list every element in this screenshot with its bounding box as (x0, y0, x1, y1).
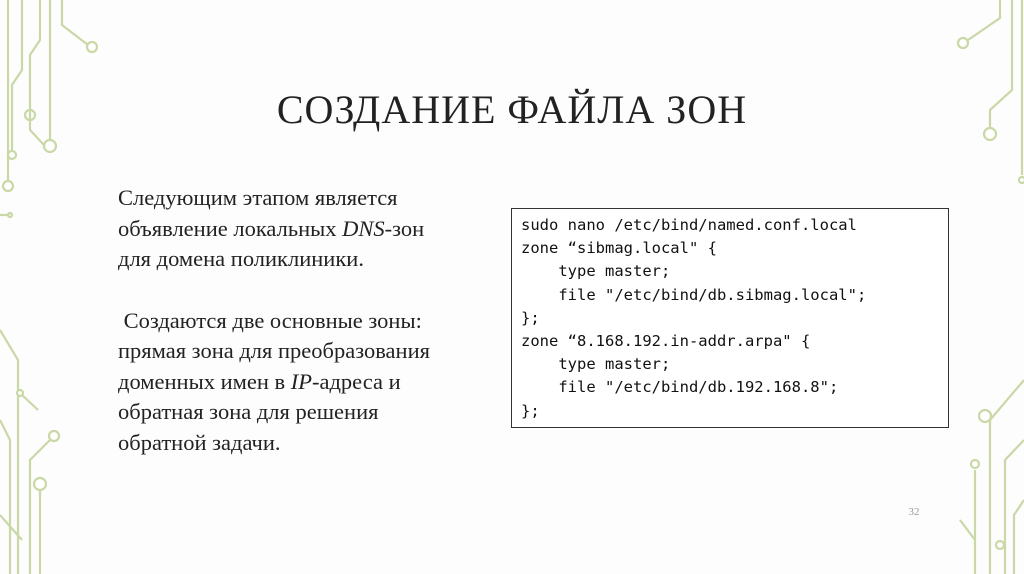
code-line: zone “8.168.192.in-addr.arpa" { (521, 332, 811, 351)
zones-line-3-pre: доменных имен в (118, 368, 291, 394)
zones-line-2: прямая зона для преобразования (118, 338, 430, 363)
zones-line-1: Создаются две основные зоны: (118, 307, 422, 333)
dns-term: DNS (342, 215, 385, 241)
zones-line-4: обратная зона для решения (118, 399, 379, 424)
code-line: }; (521, 308, 540, 327)
code-block (511, 208, 949, 428)
code-line: file "/etc/bind/db.sibmag.local"; (521, 285, 867, 304)
circuit-bottom-right (960, 380, 1024, 574)
zones-line-3-post: -адреса и (312, 368, 401, 394)
circuit-bottom-left (0, 330, 59, 574)
ip-term: IP (290, 368, 312, 394)
paragraph-zones (118, 306, 498, 459)
code-line: type master; (521, 355, 671, 374)
code-line: zone “sibmag.local" { (521, 239, 717, 258)
page-number: 32 (908, 506, 920, 518)
body-text (118, 183, 498, 458)
intro-line-2-post: -зон (384, 215, 425, 241)
code-line: file "/etc/bind/db.192.168.8"; (521, 378, 839, 397)
zones-line-5: обратной задачи. (118, 429, 281, 455)
intro-line-2-pre: объявление локальных (118, 215, 343, 241)
slide-title: СОЗДАНИЕ ФАЙЛА ЗОН (276, 87, 748, 132)
intro-line-3: для домена поликлиники. (118, 246, 364, 271)
intro-line-1: Следующим этапом является (118, 185, 398, 210)
paragraph-intro (118, 183, 498, 275)
code-line: sudo nano /etc/bind/named.conf.local (521, 216, 857, 234)
code-line: type master; (521, 262, 671, 281)
code-line: }; (521, 401, 540, 420)
